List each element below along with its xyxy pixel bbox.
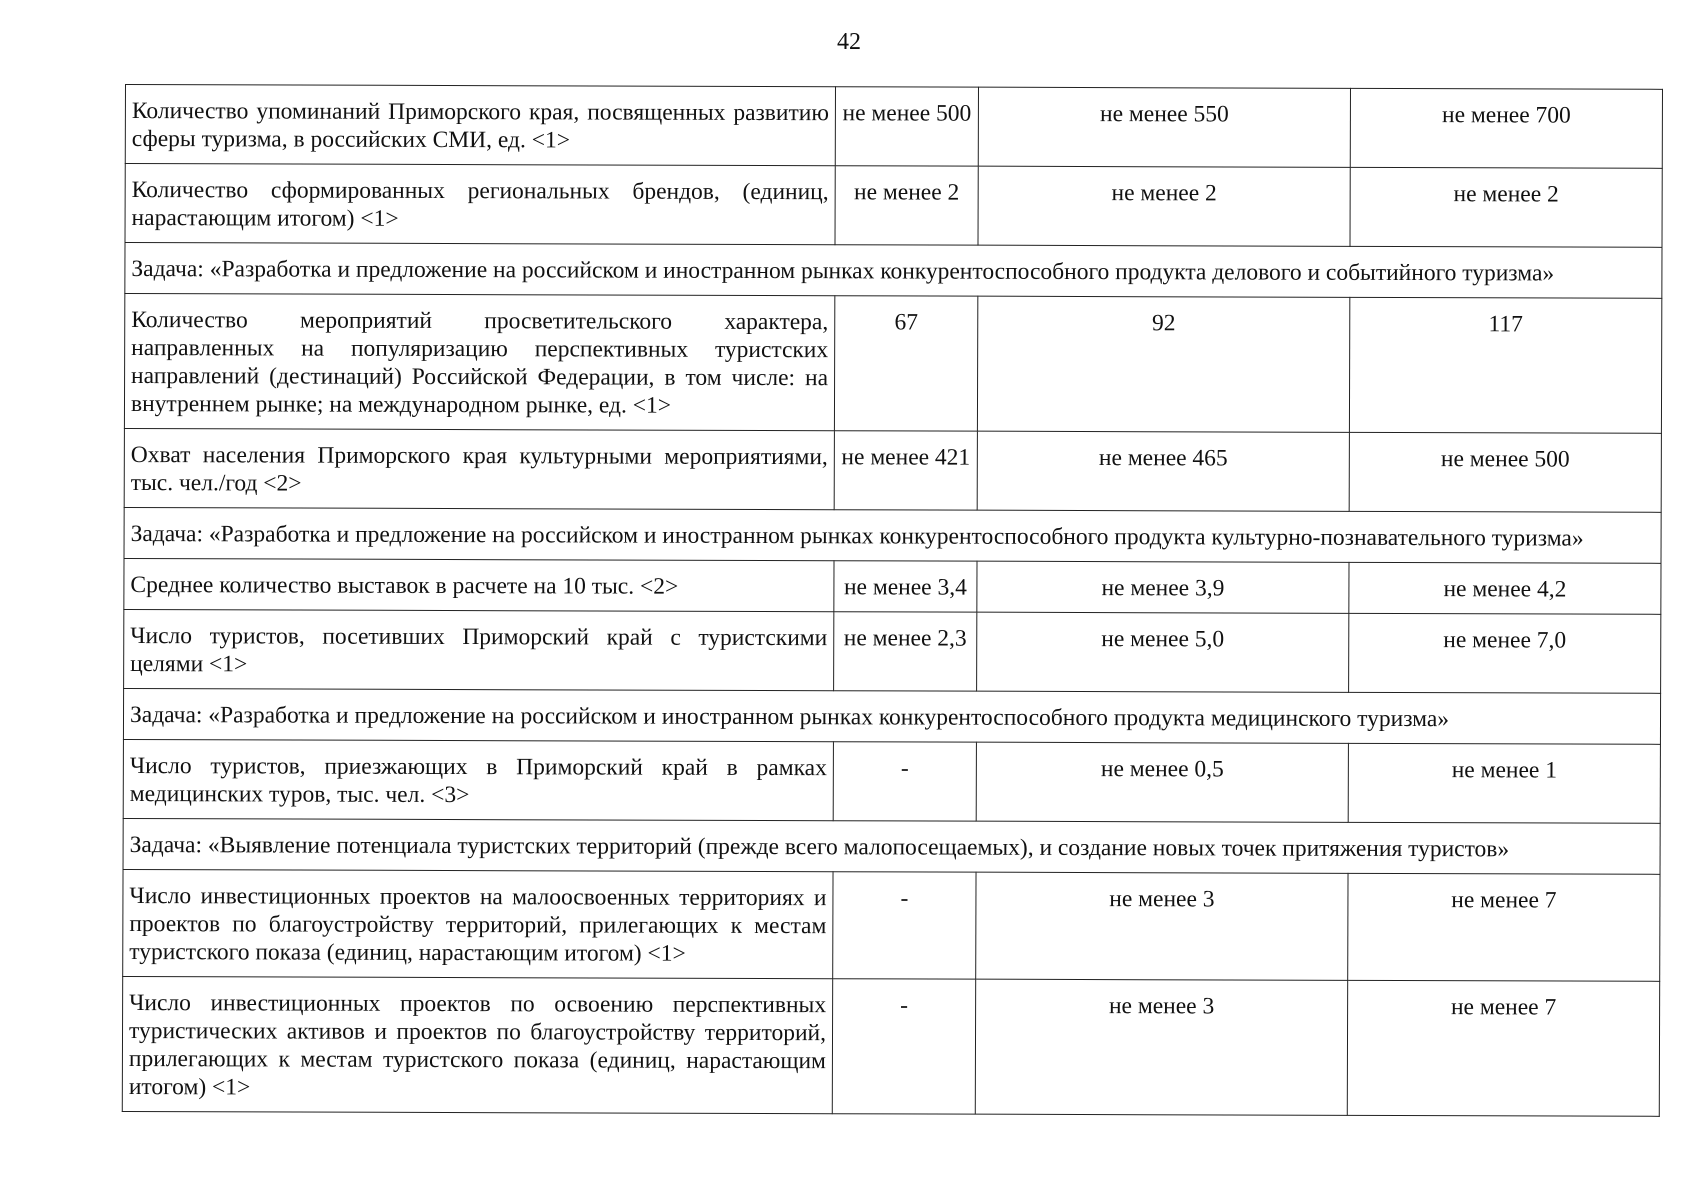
indicator-name: Число инвестиционных проектов по освоению перспективных туристических активов и проектов по благоустройству территорий, прилегающих к местам туристского показа (единиц, нарастающим итогом) <1> [122,976,832,1113]
indicator-value-1: не менее 421 [834,431,977,510]
indicator-value-3: не менее 1 [1348,743,1660,823]
task-row [125,243,1662,299]
indicator-value-1: - [833,742,976,821]
table-row [124,428,1661,512]
indicator-value-1: не менее 3,4 [834,561,977,612]
indicator-name: Число инвестиционных проектов на малоосвоенных территориях и проектов по благоустройству территорий, прилегающих к местам туристского показа (единиц, нарастающим итогом) <1> [123,869,833,978]
task-row [123,688,1660,744]
indicator-value-2: не менее 3 [975,979,1347,1115]
table-row [124,558,1661,614]
table-row [125,85,1662,169]
task-row [123,818,1660,874]
table-row [123,869,1660,981]
indicator-value-3: не менее 700 [1350,88,1662,168]
task-heading: Задача: «Разработка и предложение на российском и иностранном рынках конкурентоспособного продукта культурно-познавательного туризма» [124,507,1661,563]
indicator-name: Количество мероприятий просветительского характера, направленных на популяризацию перспективных туристских направлений (дестинаций) Российской Федерации, в том числе: на внутреннем рынке; на международном рынке, ед. <1> [124,294,834,431]
indicators-table [122,84,1663,1117]
indicator-value-3: не менее 7 [1347,980,1659,1116]
indicator-value-3: не менее 500 [1349,432,1661,512]
task-row [124,507,1661,563]
task-heading: Задача: «Выявление потенциала туристских территорий (прежде всего малопосещаемых), и создание новых точек притяжения туристов» [123,818,1660,874]
indicator-value-1: не менее 2 [835,166,978,245]
indicator-value-2: не менее 3 [976,872,1348,980]
indicator-name: Число туристов, посетивших Приморский край с туристскими целями <1> [124,609,834,690]
indicator-name: Количество сформированных региональных брендов, (единиц, нарастающим итогом) <1> [125,164,835,245]
indicator-value-3: не менее 4,2 [1349,562,1661,614]
task-heading: Задача: «Разработка и предложение на российском и иностранном рынках конкурентоспособного продукта медицинского туризма» [123,688,1660,744]
indicator-value-2: не менее 550 [978,87,1350,167]
indicator-name: Количество упоминаний Приморского края, посвященных развитию сферы туризма, в российских СМИ, ед. <1> [125,85,835,166]
task-heading: Задача: «Разработка и предложение на российском и иностранном рынках конкурентоспособного продукта делового и событийного туризма» [125,243,1662,299]
indicator-value-1: - [832,979,975,1114]
indicators-table-wrapper [122,84,1662,1117]
table-row [122,976,1659,1116]
indicator-value-3: 117 [1349,297,1661,433]
indicator-value-2: не менее 465 [977,431,1349,511]
indicator-value-3: не менее 7 [1348,873,1660,981]
indicator-value-1: не менее 500 [835,87,978,166]
indicator-value-2: 92 [977,296,1349,432]
table-row [125,164,1662,248]
indicator-value-2: не менее 5,0 [977,612,1349,692]
indicator-name: Число туристов, приезжающих в Приморский край в рамках медицинских туров, тыс. чел. <3> [123,739,833,820]
indicator-value-3: не менее 7,0 [1349,613,1661,693]
indicator-name: Охват населения Приморского края культурными мероприятиями, тыс. чел./год <2> [124,428,834,509]
indicator-value-3: не менее 2 [1350,167,1662,247]
table-row [124,609,1661,693]
indicator-value-1: 67 [834,296,977,431]
indicator-value-1: - [833,872,976,979]
indicator-value-2: не менее 2 [978,166,1350,246]
page-number: 42 [837,29,861,55]
indicator-value-2: не менее 3,9 [977,561,1349,613]
indicator-value-1: не менее 2,3 [834,612,977,691]
indicator-name: Среднее количество выставок в расчете на 10 тыс. <2> [124,558,834,611]
indicator-value-2: не менее 0,5 [976,742,1348,822]
table-row [123,739,1660,823]
table-row [124,294,1661,434]
